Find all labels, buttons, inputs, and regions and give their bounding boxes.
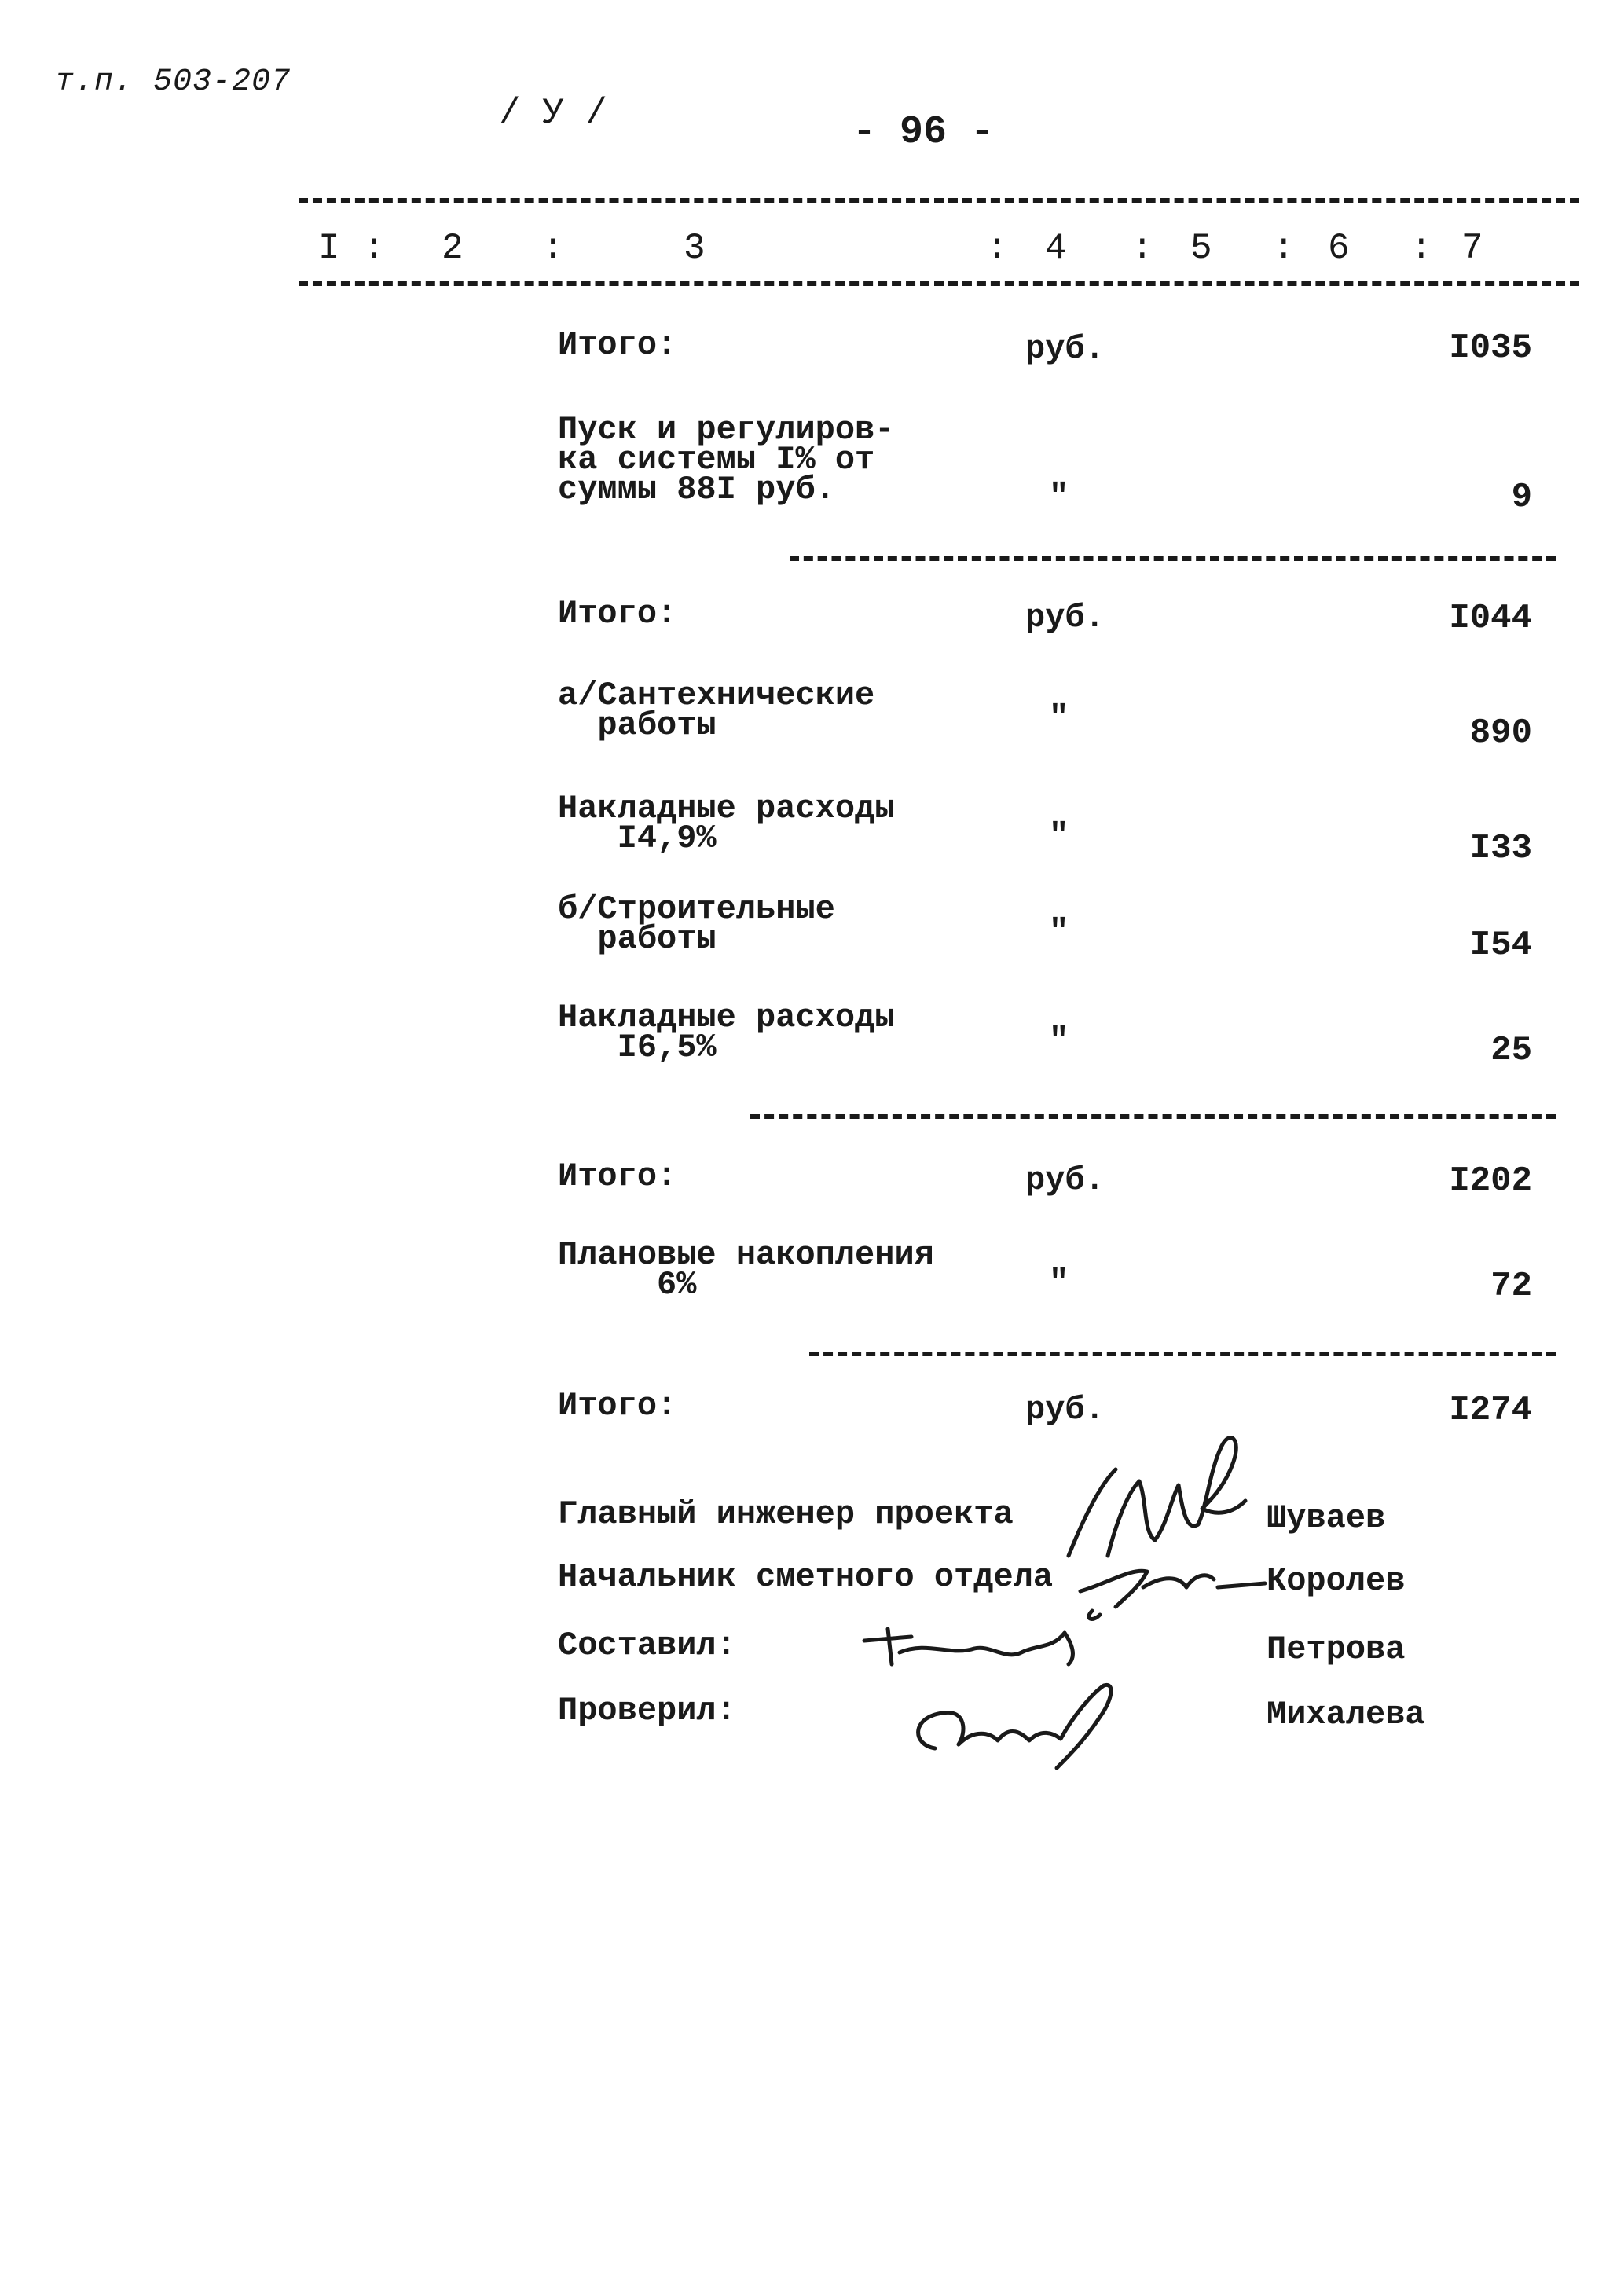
signature-name: Королев bbox=[1267, 1562, 1406, 1600]
row-label: б/Строительные работы bbox=[558, 890, 835, 958]
column-separator: : bbox=[1410, 228, 1432, 269]
signature-role: Начальник сметного отдела bbox=[558, 1558, 1054, 1596]
column-separator: : bbox=[363, 228, 385, 269]
handwritten-signature-checker bbox=[896, 1670, 1131, 1772]
row-label: Накладные расходы I6,5% bbox=[558, 999, 895, 1066]
column-number-4: 4 bbox=[1045, 228, 1067, 269]
header-bottom-rule bbox=[299, 281, 1579, 286]
row-unit: руб. bbox=[1025, 330, 1105, 368]
column-number-5: 5 bbox=[1190, 228, 1212, 269]
row-unit: " bbox=[1049, 1021, 1069, 1059]
signature-name: Михалева bbox=[1267, 1696, 1425, 1733]
row-unit: " bbox=[1049, 913, 1069, 951]
row-label: Пуск и регулиров- ка системы I% от суммы 88I руб. bbox=[558, 411, 895, 508]
handwritten-signature-chief-engineer bbox=[1053, 1422, 1257, 1572]
row-unit: " bbox=[1049, 817, 1069, 855]
row-value: I33 bbox=[1469, 829, 1532, 868]
row-value: I035 bbox=[1449, 328, 1532, 368]
column-separator: : bbox=[1131, 228, 1153, 269]
column-number-1: I bbox=[318, 228, 340, 269]
row-unit: " bbox=[1049, 699, 1069, 737]
column-number-7: 7 bbox=[1461, 228, 1483, 269]
section-mark: / У / bbox=[499, 93, 608, 134]
signature-name: Шуваев bbox=[1267, 1499, 1386, 1537]
column-number-6: 6 bbox=[1328, 228, 1350, 269]
row-value: I202 bbox=[1449, 1161, 1532, 1201]
subtotal-rule bbox=[790, 556, 1556, 561]
row-label: Накладные расходы I4,9% bbox=[558, 790, 895, 857]
handwritten-signature-estimate-head bbox=[1069, 1552, 1273, 1623]
row-label: Итого: bbox=[558, 595, 677, 633]
page-number: - 96 - bbox=[852, 110, 995, 155]
row-label: Итого: bbox=[558, 326, 677, 364]
column-number-3: 3 bbox=[684, 228, 706, 269]
subtotal-rule bbox=[750, 1114, 1556, 1119]
signature-role: Проверил: bbox=[558, 1692, 736, 1729]
row-value: 25 bbox=[1490, 1031, 1532, 1070]
row-value: 72 bbox=[1490, 1267, 1532, 1306]
column-number-2: 2 bbox=[442, 228, 464, 269]
row-value: I044 bbox=[1449, 599, 1532, 638]
row-value: 9 bbox=[1511, 478, 1532, 517]
column-separator: : bbox=[986, 228, 1008, 269]
row-value: I274 bbox=[1449, 1391, 1532, 1430]
row-label: Итого: bbox=[558, 1387, 677, 1425]
signature-role: Составил: bbox=[558, 1627, 736, 1664]
total-rule bbox=[809, 1352, 1556, 1356]
row-unit: " bbox=[1049, 1264, 1069, 1301]
document-reference: т.п. 503-207 bbox=[55, 64, 291, 100]
row-unit: руб. bbox=[1025, 599, 1105, 636]
signature-name: Петрова bbox=[1267, 1630, 1406, 1668]
row-unit: руб. bbox=[1025, 1391, 1105, 1429]
row-value: 890 bbox=[1469, 713, 1532, 753]
row-unit: руб. bbox=[1025, 1161, 1105, 1199]
row-label: Плановые накопления 6% bbox=[558, 1236, 934, 1304]
row-label: Итого: bbox=[558, 1157, 677, 1195]
column-separator: : bbox=[542, 228, 564, 269]
column-separator: : bbox=[1273, 228, 1295, 269]
row-label: а/Сантехнические работы bbox=[558, 677, 875, 744]
header-top-rule bbox=[299, 198, 1579, 203]
row-unit: " bbox=[1049, 478, 1069, 515]
signature-role: Главный инженер проекта bbox=[558, 1495, 1014, 1533]
row-value: I54 bbox=[1469, 926, 1532, 965]
